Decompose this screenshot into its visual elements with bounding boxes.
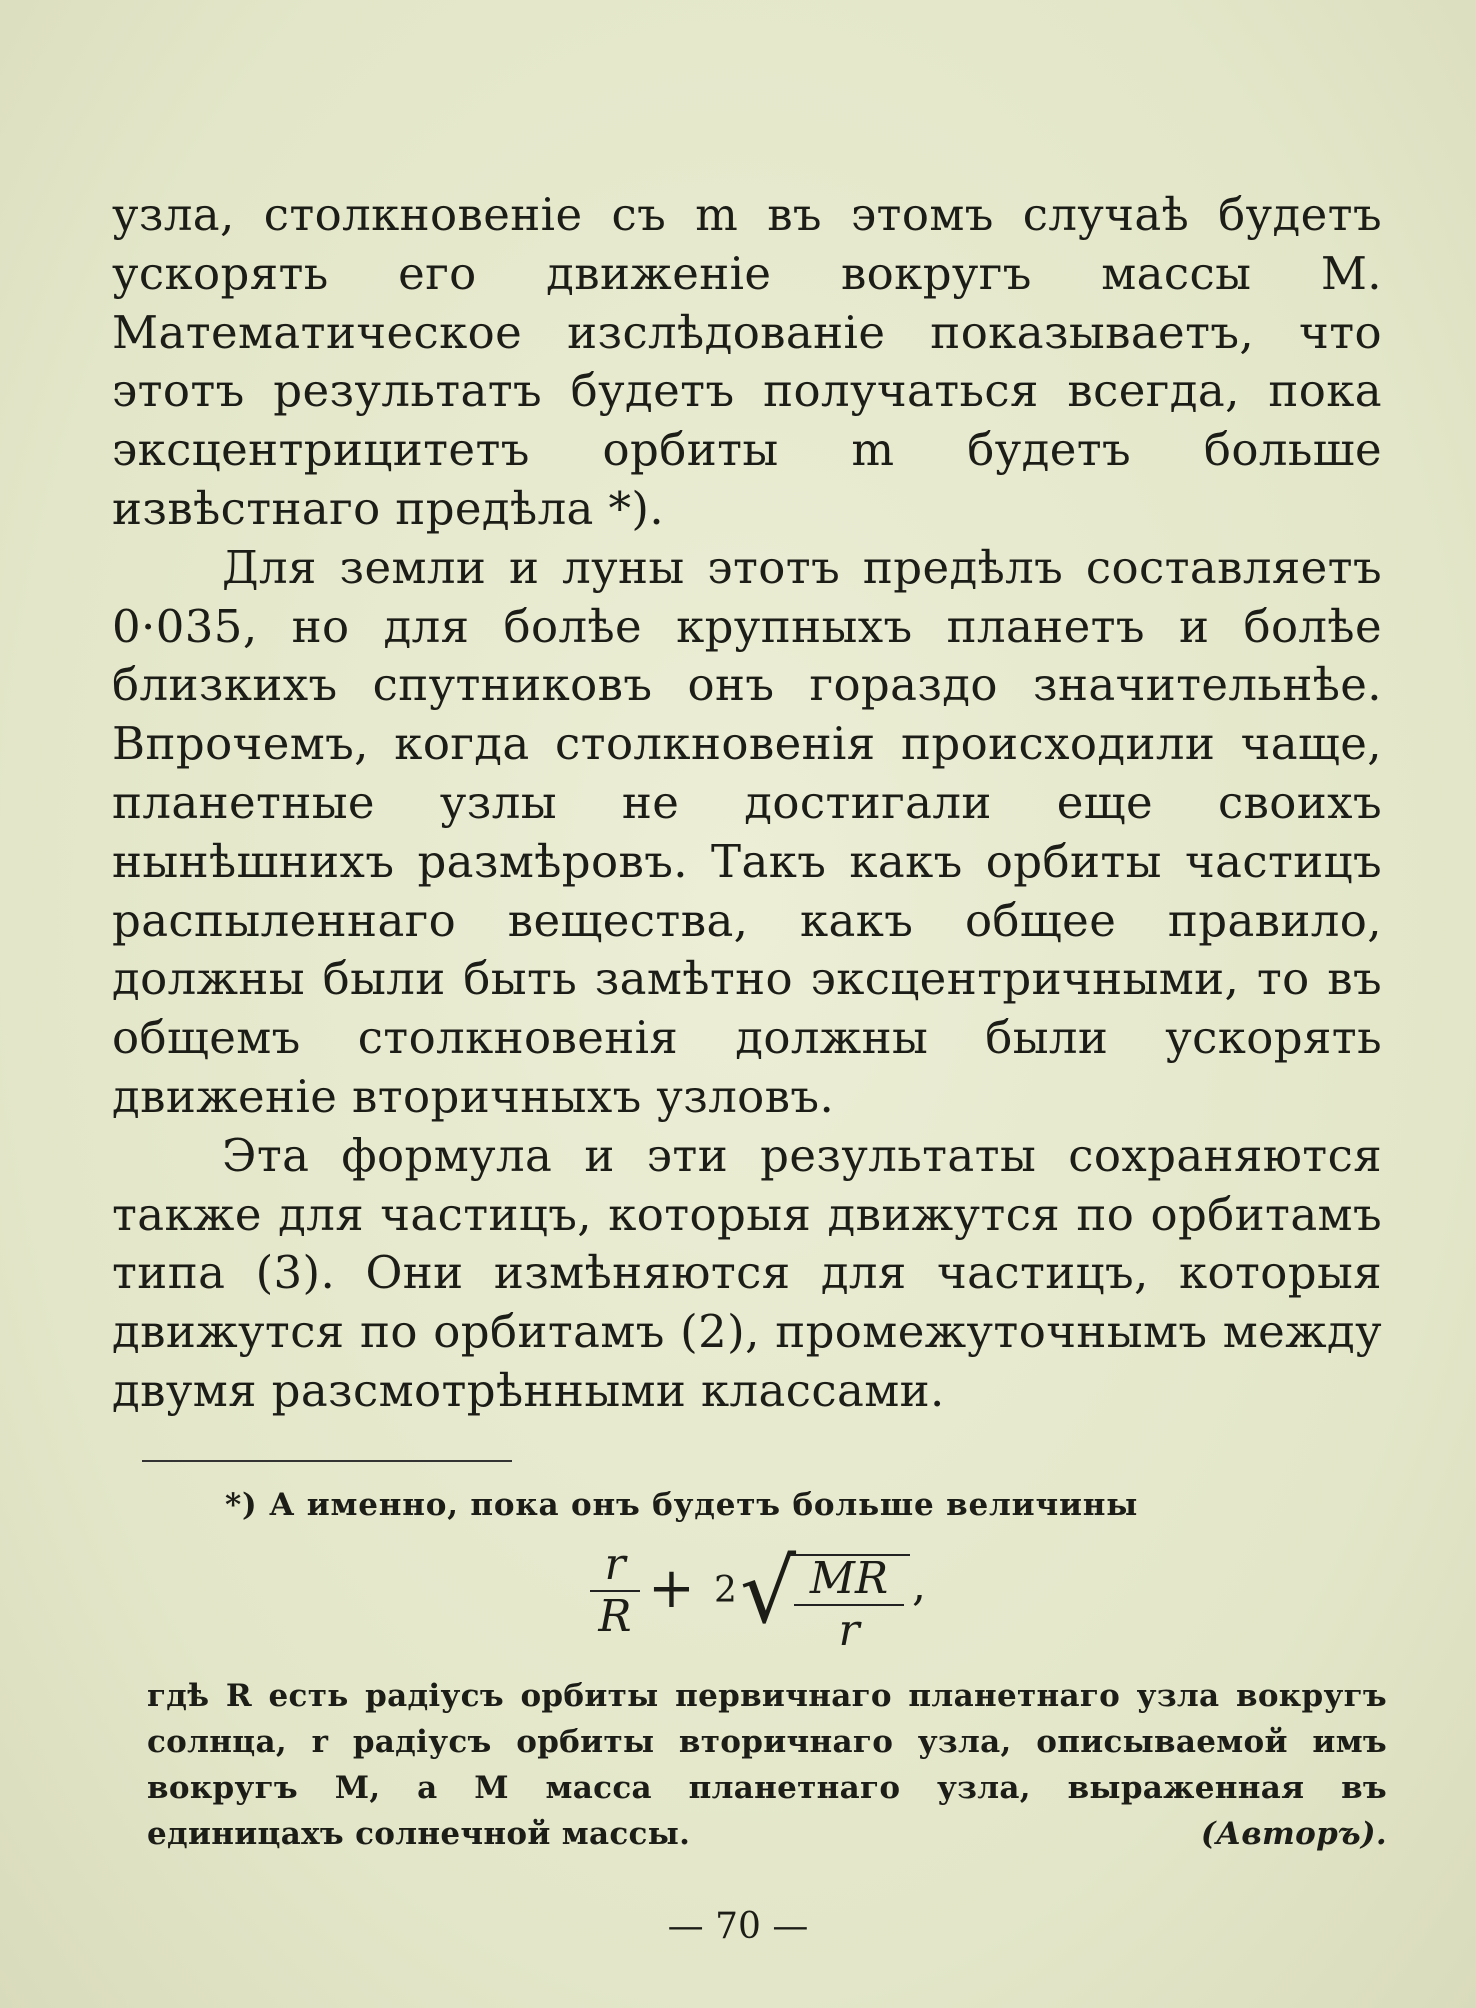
fraction-numerator: r xyxy=(604,1539,626,1590)
fraction-r-over-R xyxy=(590,1540,640,1642)
paragraph-3: Эта формула и эти результаты сохраняются также для частицъ, которыя движутся по орбитамъ типа (3). Они измѣняются для частицъ, которыя движутся по орбитамъ (2), промежуточнымъ между двумя разсмотрѣнными классами. xyxy=(112,1128,1382,1417)
fraction-denominator: r xyxy=(838,1605,860,1656)
footnote-body: гдѣ R есть радiусъ орбиты первичнаго планетнаго узла вокругъ солнца, r радiусъ орбиты вторичнаго узла, описываемой имъ вокругъ M, а M масса планетнаго узла, выраженная въ единицахъ солнечной массы. xyxy=(147,1678,1387,1852)
page-number: — 70 — xyxy=(667,1906,809,1947)
fraction-MR-over-r xyxy=(794,1554,904,1656)
footnote-text xyxy=(147,1673,1387,1857)
footnote-intro: *) А именно, пока онъ будетъ больше величины xyxy=(225,1487,1139,1523)
radical-sign: √ xyxy=(740,1540,797,1643)
formula-comma: , xyxy=(912,1560,926,1611)
plus-sign: + xyxy=(648,1556,695,1621)
fraction-denominator: R xyxy=(598,1591,632,1642)
paragraph-2: Для земли и луны этотъ предѣлъ составляетъ 0·035, но для болѣе крупныхъ планетъ и болѣе близкихъ спутниковъ онъ гораздо значительнѣе. Впрочемъ, когда столкновенiя происходили чаще, планетные узлы не достигали еще своихъ нынѣшнихъ размѣровъ. Такъ какъ орбиты частицъ распыленнаго вещества, какъ общее правило, должны были быть замѣтно эксцентричными, то въ общемъ столкновенiя должны были ускорять движенiе вторичныхъ узловъ. xyxy=(112,540,1382,1123)
footnote-divider xyxy=(142,1460,512,1462)
fraction-numerator: MR xyxy=(809,1553,889,1604)
footnote-author: (Авторъ). xyxy=(1200,1816,1387,1852)
footnote-formula xyxy=(590,1540,950,1665)
coefficient: 2 xyxy=(714,1570,737,1611)
main-text xyxy=(112,186,1382,1421)
paragraph-1: узла, столкновенiе съ m въ этомъ случаѣ будетъ ускорять его движенiе вокругъ массы M. Математическое изслѣдованiе показываетъ, что этотъ результатъ будетъ получаться всегда, пока эксцентрицитетъ орбиты m будетъ больше извѣстнаго предѣла *). xyxy=(112,188,1382,535)
